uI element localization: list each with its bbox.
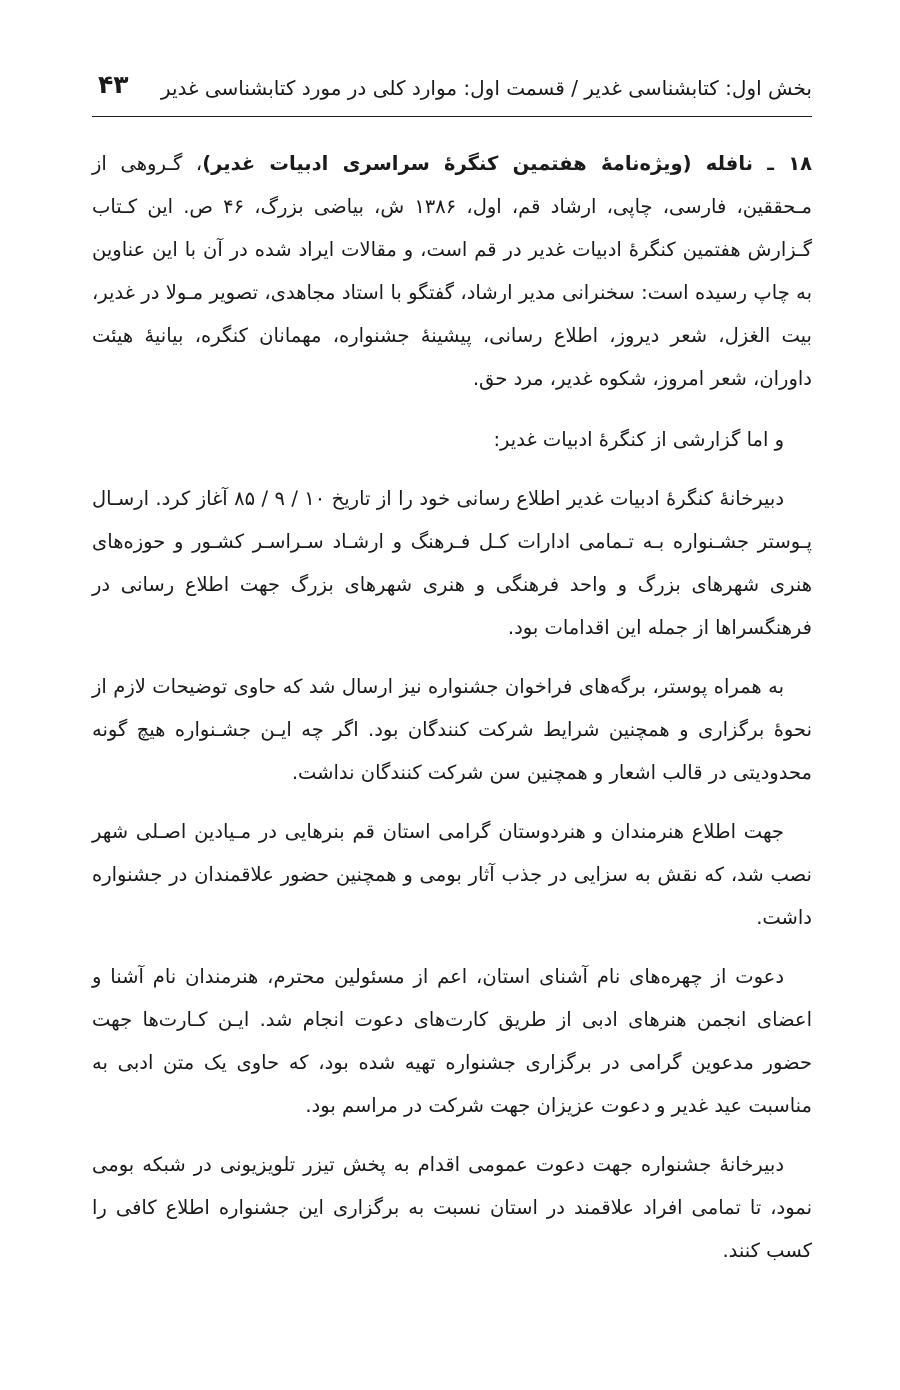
entry-body: ، گـروهی از مـحققین، فارسی، چاپی، ارشاد قم، اول، ۱۳۸۶ ش، بیاضی بزرگ، ۴۶ ص. این کـتاب گـزارش هفتمین کنگرۀ ادبیات غدیر در قم است، و مقالات ایراد شده در آن با این عناوین به چاپ رسیده است: سخنرانی مدیر ارشاد، گفتگو با استاد مجاهدی، تصویر مـولا در غدیر، بیت الغزل، شعر دیروز، اطلاع رسانی، پیشینۀ جشنواره، مهمانان کنگره، بیانیۀ هیئت داوران، شعر امروز، شکوه غدیر، مرد حق. xyxy=(92,152,812,390)
report-intro: و اما گزارشی از کنگرۀ ادبیات غدیر: xyxy=(493,428,784,451)
page-header xyxy=(92,66,812,106)
paragraph: دبیرخانۀ جشنواره جهت دعوت عمومی اقدام به پخش تیزر تلویزیونی در شبکه بومی نمود، تا تمامی افراد علاقمند در استان نسبت به برگزاری این جشنواره اطلاع کافی را کسب کنند. xyxy=(92,1153,812,1262)
header-rule xyxy=(92,116,812,117)
paragraph: به همراه پوستر، برگه‌های فراخوان جشنواره نیز ارسال شد که حاوی توضیحات لازم از نحوۀ برگزاری و همچنین شرایط شرکت کنندگان بود. اگر چه ایـن جشـنواره هیچ گونه محدودیتی در قالب اشعار و همچنین سن شرکت کنندگان نداشت. xyxy=(92,675,812,784)
page-number: ۴۳ xyxy=(98,70,129,99)
paragraph: جهت اطلاع هنرمندان و هنردوستان گرامی استان قم بنرهایی در مـیادین اصـلی شهر نصب شد، که نقش به سزایی در جذب آثار بومی و همچنین حضور علاقمندان در جشنواره داشت. xyxy=(92,820,812,929)
running-head: بخش اول: کتابشناسی غدیر / قسمت اول: موارد کلی در مورد کتابشناسی غدیر xyxy=(160,76,812,100)
page-body xyxy=(92,142,812,1272)
paragraph: دعوت از چهره‌های نام آشنای استان، اعم از مسئولین محترم، هنرمندان نام آشنا و اعضای انجمن هنرهای ادبی از طریق کارت‌های دعوت انجام شد. ایـن کـارت‌ها جهت حضور مدعوین گرامی در برگزاری جشنواره تهیه شده بود، که حاوی یک متن ادبی به مناسبت عید غدیر و دعوت عزیزان جهت شرکت در مراسم بود. xyxy=(92,965,812,1117)
entry-heading: ۱۸ ـ نافله (ویژه‌نامۀ هفتمین کنگرۀ سراسری ادبیات غدیر) xyxy=(202,152,812,175)
bibliography-entry xyxy=(92,142,812,400)
paragraph: دبیرخانۀ کنگرۀ ادبیات غدیر اطلاع رسانی خود را از تاریخ ۱۰ / ۹ / ۸۵ آغاز کرد. ارسـال پـوستر جشـنواره بـه تـمامی ادارات کـل فـرهنگ و ارشـاد سـراسـر کشـور و حوزه‌های هنری شهرهای بزرگ و واحد فرهنگی و هنری شهرهای بزرگ جهت اطلاع رسانی در فرهنگسراها از جمله این اقدامات بود. xyxy=(92,487,812,639)
book-page xyxy=(92,0,812,1390)
